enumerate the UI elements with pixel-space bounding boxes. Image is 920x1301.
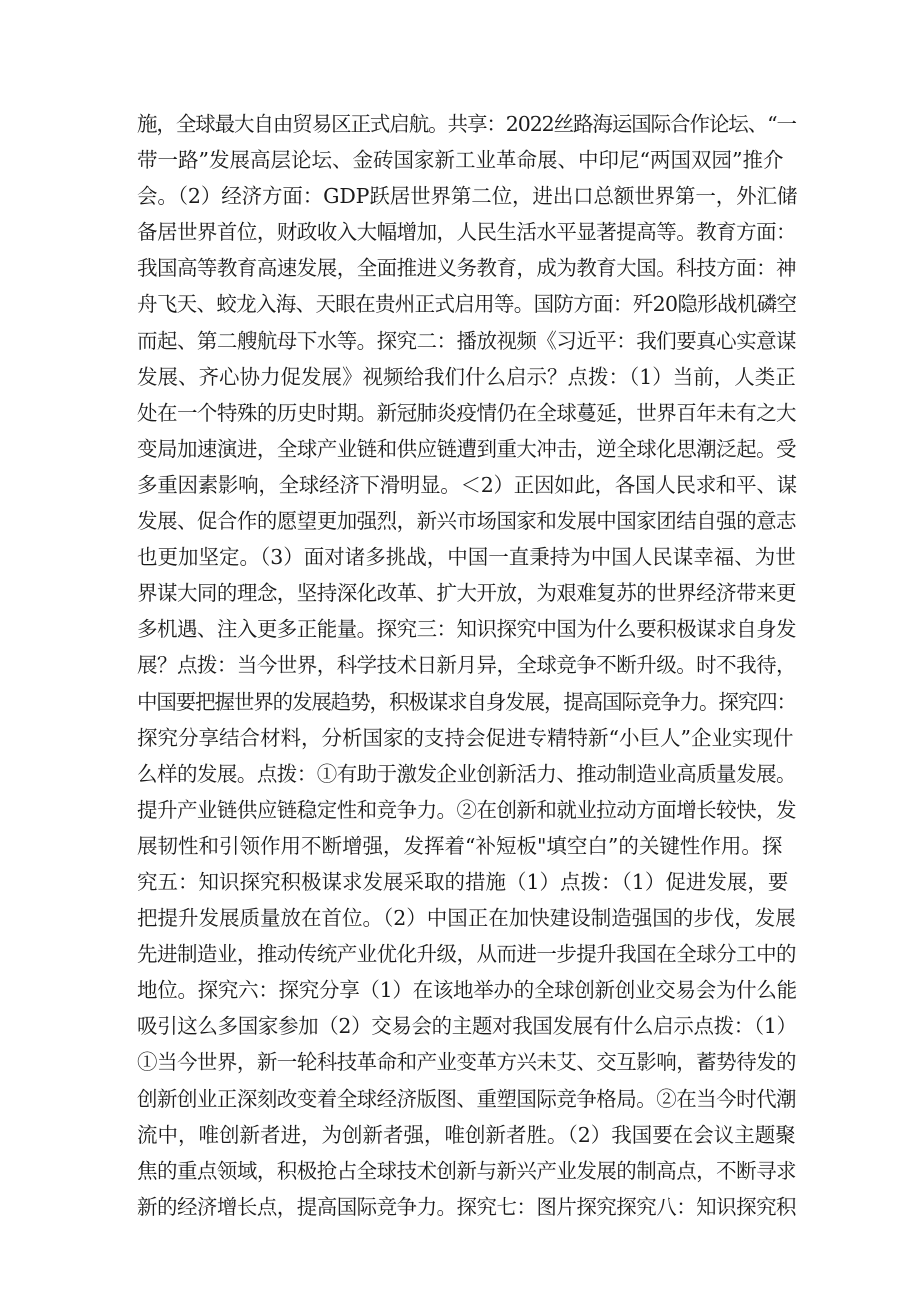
text-line: 中国要把握世界的发展趋势，积极谋求自身发展，提高国际竞争力。探究四： — [137, 689, 796, 714]
text-line: ①当今世界，新一轮科技革命和产业变革方兴未艾、交互影响，蓄势待发的 — [137, 1050, 797, 1075]
body-text — [137, 106, 797, 1225]
text-line: 地位。探究六：探究分享（1）在该地举办的全球创新创业交易会为什么能 — [137, 978, 797, 1003]
text-line: 施，全球最大自由贸易区正式启航。共享：2022丝路海运国际合作论坛、“一 — [137, 112, 796, 136]
text-line: 展韧性和引领作用不断增强，发挥着“补短板"填空白”的关键性作用。探 — [137, 833, 783, 858]
text-line: 备居世界首位，财政收入大幅增加，人民生活水平显著提高等。教育方面： — [137, 220, 797, 245]
text-line: 么样的发展。点拨：①有助于激发企业创新活力、推动制造业高质量发展。 — [137, 761, 797, 786]
text-line: 提升产业链供应链稳定性和竞争力。②在创新和就业拉动方面增长较快，发 — [137, 797, 797, 822]
text-line: 带一路”发展高层论坛、金砖国家新工业革命展、中印尼“两国双园”推介 — [137, 148, 784, 173]
text-line: 新的经济增长点，提高国际竞争力。探究七：图片探究探究八：知识探究积 — [137, 1194, 797, 1219]
text-line: 创新创业正深刻改变着全球经济版图、重塑国际竞争格局。②在当今时代潮 — [137, 1086, 797, 1111]
text-line: 把提升发展质量放在首位。（2）中国正在加快建设制造强国的步伐，发展 — [137, 906, 796, 931]
text-line: 处在一个特殊的历史时期。新冠肺炎疫情仍在全球蔓延，世界百年未有之大 — [137, 400, 797, 425]
text-line: 而起、第二艘航母下水等。探究二：播放视频《习近平：我们要真心实意谋 — [137, 328, 797, 353]
text-line: 多重因素影响，全球经济下滑明显。＜2）正因如此，各国人民求和平、谋 — [137, 472, 797, 497]
text-line: 流中，唯创新者进，为创新者强，唯创新者胜。（2）我国要在会议主题聚 — [137, 1122, 796, 1147]
text-line: 吸引这么多国家参加（2）交易会的主题对我国发展有什么启示点拨：（1） — [137, 1014, 797, 1039]
text-line: 我国高等教育高速发展，全面推进义务教育，成为教育大国。科技方面：神 — [137, 256, 797, 281]
text-line: 变局加速演进，全球产业链和供应链遭到重大冲击，逆全球化思潮泛起。受 — [137, 436, 797, 461]
text-line: 会。（2）经济方面：GDP跃居世界第二位，进出口总额世界第一，外汇储 — [137, 184, 798, 209]
text-line: 焦的重点领域，积极抢占全球技术创新与新兴产业发展的制高点，不断寻求 — [137, 1158, 797, 1183]
text-line: 发展、齐心协力促发展》视频给我们什么启示？点拨：（1）当前，人类正 — [137, 364, 796, 389]
text-line: 也更加坚定。（3）面对诸多挑战，中国一直秉持为中国人民谋幸福、为世 — [137, 545, 796, 570]
text-line: 究五：知识探究积极谋求发展采取的措施（1）点拨：（1）促进发展，要 — [137, 869, 789, 894]
text-line: 界谋大同的理念，坚持深化改革、扩大开放，为艰难复苏的世界经济带来更 — [137, 581, 797, 606]
text-line: 发展、促合作的愿望更加强烈，新兴市场国家和发展中国家团结自强的意志 — [137, 509, 797, 534]
text-line: 多机遇、注入更多正能量。探究三：知识探究中国为什么要积极谋求自身发 — [137, 617, 797, 642]
text-line: 展？点拨：当今世界，科学技术日新月异，全球竞争不断升级。时不我待， — [137, 653, 797, 678]
text-line: 探究分享结合材料，分析国家的支持会促进专精特新“小巨人”企业实现什 — [137, 725, 794, 750]
text-line: 先进制造业，推动传统产业优化升级，从而进一步提升我国在全球分工中的 — [137, 942, 797, 967]
text-line: 舟飞天、蛟龙入海、天眼在贵州正式启用等。国防方面：歼20隐形战机磷空 — [137, 292, 797, 317]
